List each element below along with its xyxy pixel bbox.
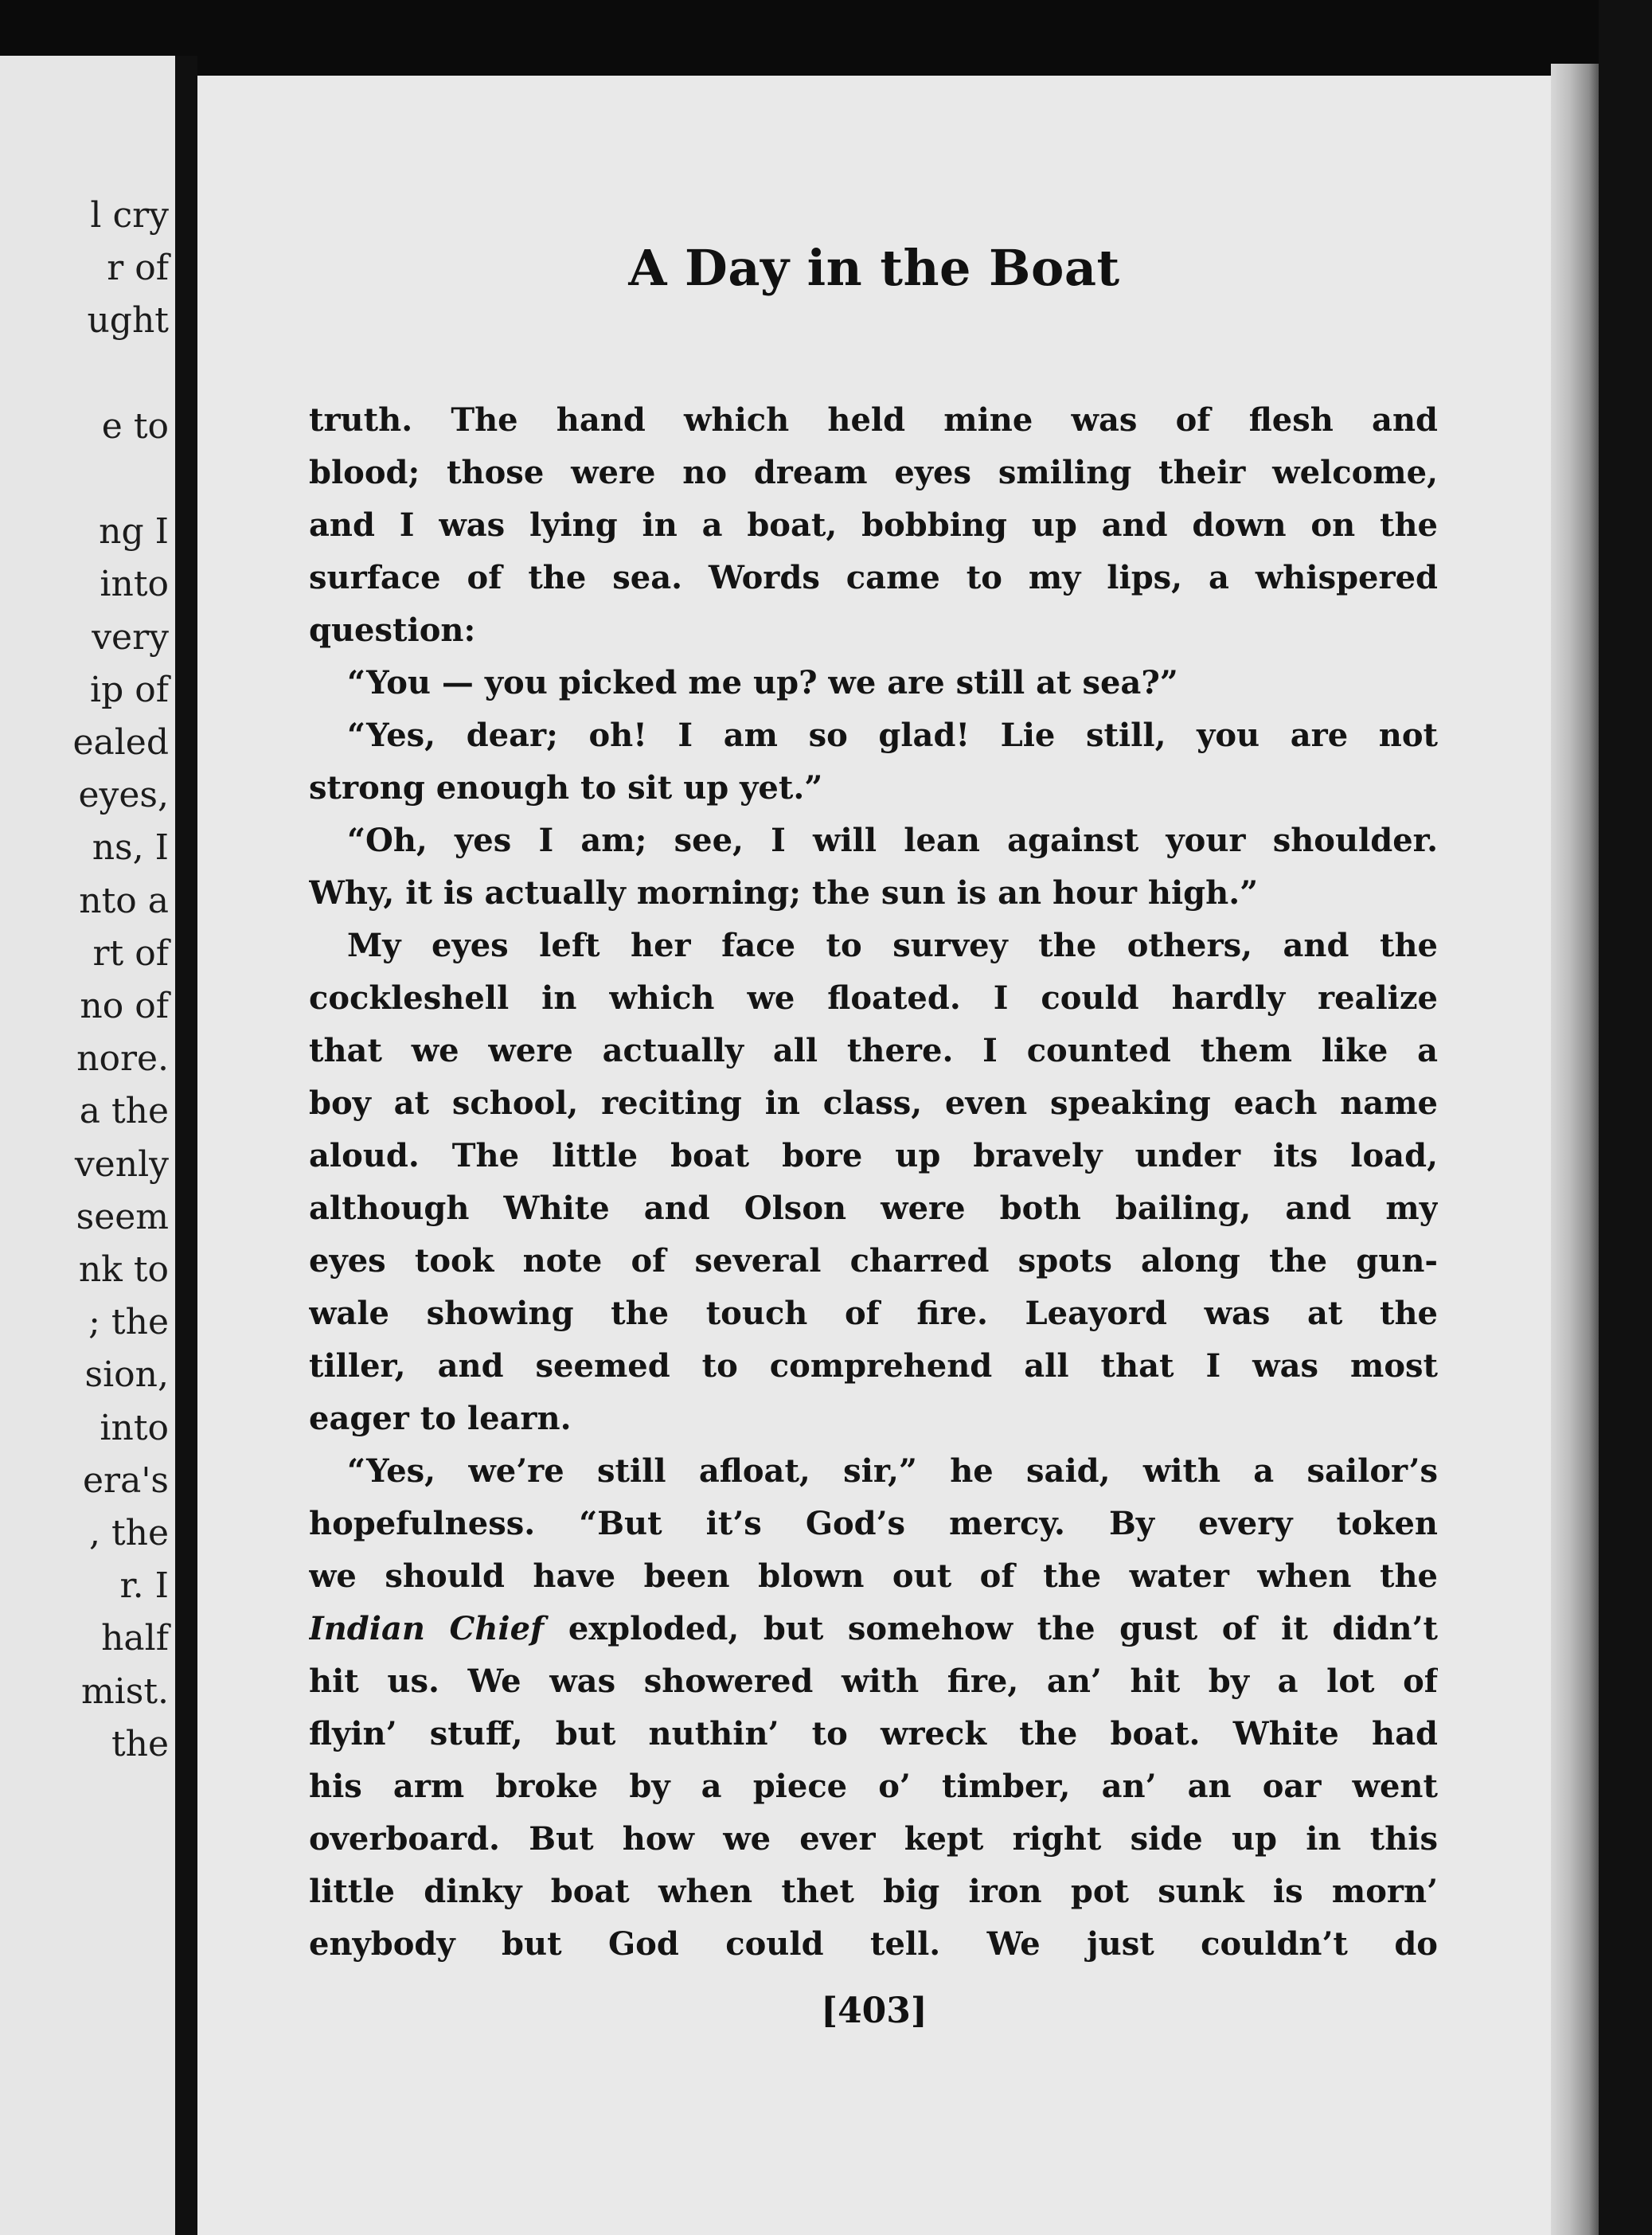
- text-line: and I was lying in a boat, bobbing up and down on the: [309, 506, 1438, 544]
- text-line: strong enough to sit up yet.”: [309, 769, 823, 807]
- text-line: My eyes left her face to survey the others, and the: [347, 927, 1438, 964]
- facing-page-line: the: [111, 1723, 169, 1764]
- facing-page-line: ; the: [88, 1302, 169, 1343]
- text-line: eyes took note of several charred spots along the gun-: [309, 1242, 1438, 1280]
- text-line: Indian Chief exploded, but somehow the gust of it didn’t: [309, 1610, 1438, 1647]
- facing-page-line: nto a: [79, 880, 169, 921]
- facing-page-line: ns, I: [92, 827, 169, 869]
- facing-page-line: no of: [80, 986, 169, 1026]
- ship-name: Indian Chief: [309, 1610, 545, 1647]
- book-page: [197, 76, 1551, 2235]
- text-line: cockleshell in which we floated. I could hardly realize: [309, 979, 1438, 1017]
- text-line: we should have been blown out of the water when the: [309, 1557, 1438, 1595]
- text-line: hit us. We was showered with fire, an’ hit by a lot of: [309, 1663, 1438, 1700]
- text-line: question:: [309, 611, 476, 649]
- book-gutter: [175, 56, 197, 2235]
- text-line: Why, it is actually morning; the sun is an hour high.”: [309, 874, 1259, 912]
- page-edge-stack: [1551, 64, 1599, 2235]
- facing-page-line: r of: [107, 248, 169, 289]
- facing-page-line: ught: [87, 300, 169, 342]
- text-line: little dinky boat when thet big iron pot sunk is morn’: [309, 1873, 1438, 1910]
- text-line: overboard. But how we ever kept right side up in this: [309, 1820, 1438, 1858]
- text-line: “Yes, we’re still afloat, sir,” he said, with a sailor’s: [347, 1452, 1438, 1490]
- facing-page-line: ealed: [72, 722, 169, 763]
- facing-page-fragment: [0, 56, 175, 2235]
- facing-page-line: mist.: [80, 1670, 169, 1712]
- text-line: hopefulness. “But it’s God’s mercy. By every token: [309, 1505, 1438, 1542]
- text-line: aloud. The little boat bore up bravely under its load,: [309, 1137, 1438, 1174]
- text-line: “Yes, dear; oh! I am so glad! Lie still, you are not: [347, 717, 1438, 754]
- text-line: his arm broke by a piece o’ timber, an’ an oar went: [309, 1768, 1438, 1805]
- facing-page-line: l cry: [90, 195, 169, 236]
- text-line: surface of the sea. Words came to my lips, a whispered: [309, 559, 1438, 596]
- text-line: blood; those were no dream eyes smiling their welcome,: [309, 454, 1438, 491]
- facing-page-line: ip of: [90, 669, 169, 710]
- facing-page-line: rt of: [92, 932, 169, 974]
- text-line: truth. The hand which held mine was of flesh and: [309, 401, 1438, 439]
- facing-page-line: r. I: [119, 1565, 169, 1607]
- facing-page-line: ng I: [99, 511, 169, 553]
- text-line: that we were actually all there. I counted them like a: [309, 1032, 1438, 1069]
- facing-page-line: sion,: [84, 1354, 169, 1396]
- text-line: boy at school, reciting in class, even speaking each name: [309, 1084, 1438, 1122]
- text-line: flyin’ stuff, but nuthin’ to wreck the boat. White had: [309, 1715, 1438, 1752]
- running-head: A Day in the Boat: [628, 239, 1120, 297]
- text-line: enybody but God could tell. We just couldn’t do: [309, 1925, 1438, 1963]
- facing-page-line: half: [101, 1618, 169, 1659]
- text-line: although White and Olson were both bailing, and my: [309, 1190, 1438, 1227]
- facing-page-line: era's: [83, 1459, 169, 1501]
- facing-page-line: nk to: [78, 1249, 169, 1290]
- text-line: “Oh, yes I am; see, I will lean against your shoulder.: [347, 822, 1438, 859]
- facing-page-line: into: [100, 1407, 169, 1448]
- text-line: “You — you picked me up? we are still at sea?”: [347, 664, 1178, 701]
- scan-border: [1599, 0, 1652, 2235]
- facing-page-line: nore.: [76, 1038, 169, 1080]
- facing-page-line: eyes,: [78, 775, 169, 816]
- facing-page-line: into: [100, 564, 169, 605]
- page-number: [403]: [821, 1991, 928, 2031]
- facing-page-line: , the: [88, 1513, 169, 1553]
- facing-page-line: e to: [101, 405, 169, 447]
- body-text: [309, 394, 1438, 1971]
- facing-page-line: a the: [79, 1091, 169, 1132]
- text-line: tiller, and seemed to comprehend all that I was most: [309, 1347, 1438, 1385]
- facing-page-line: venly: [74, 1143, 169, 1185]
- facing-page-line: seem: [76, 1196, 169, 1237]
- text-line: wale showing the touch of fire. Leayord was at the: [309, 1295, 1438, 1332]
- text-line: eager to learn.: [309, 1400, 572, 1437]
- facing-page-line: very: [92, 616, 169, 658]
